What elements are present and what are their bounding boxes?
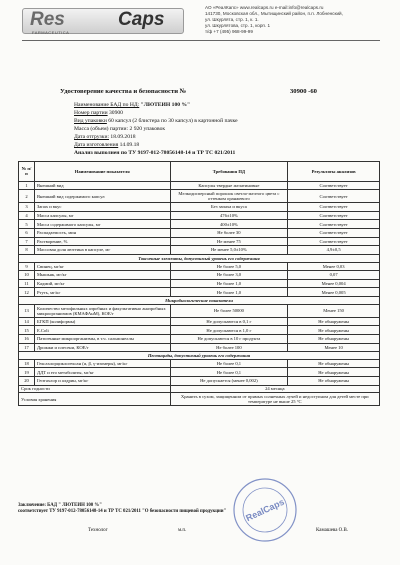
table-row (19, 237, 380, 246)
requirement: Не допускаются в 1,0 г (170, 326, 288, 335)
conclusion: Заключение: БАД " ЛЮТЕИН 100 %" соответствует ТУ 9197-012-78056148-14 и ТР ТС 021/2011 "О безопасности пищевой продукции" (18, 503, 227, 514)
table-row (19, 393, 380, 406)
section-row (19, 296, 380, 304)
result: Менее 0,005 (288, 288, 380, 297)
result: Не обнаружены (288, 334, 380, 343)
indicator-name: Гексахлорциклогексан (α, β, γ-изомеры), мг/кг (34, 359, 170, 368)
row-number: 17 (19, 343, 35, 352)
result: Соответствует (288, 181, 380, 190)
signer-role: Технолог (88, 528, 108, 533)
info-row: Наименование БАД по НД: "ЛЮТЕИН 100 %" (74, 102, 191, 108)
table-row (19, 211, 380, 220)
result: Менее 0,03 (288, 262, 380, 271)
table-row (19, 203, 380, 212)
indicator-name: Гептахлор и алдрин, мг/кг (34, 377, 170, 386)
result: Соответствует (288, 203, 380, 212)
indicator-name: Растворение, % (34, 237, 170, 246)
table-row (19, 359, 380, 368)
requirement: Не допускается (менее 0,002) (170, 377, 288, 386)
row-number: 19 (19, 368, 35, 377)
company-contacts (205, 5, 395, 35)
table-row (19, 181, 380, 190)
result: Не обнаружены (288, 377, 380, 386)
document-title: Удостоверение качества и безопасности № 30900 -60 (60, 88, 317, 95)
requirement: Не более 50000 (170, 304, 288, 317)
row-number: 7 (19, 237, 35, 246)
requirement: Без запаха и вкуса (170, 203, 288, 212)
requirement: 476±10% (170, 211, 288, 220)
header-divider (22, 40, 380, 41)
result: Соответствует (288, 190, 380, 203)
table-row (19, 377, 380, 386)
result: Соответствует (288, 237, 380, 246)
result: Соответствует (288, 228, 380, 237)
result: Не обнаружены (288, 317, 380, 326)
row-number: 1 (19, 181, 35, 190)
col-header: № п/п (19, 162, 35, 182)
result: Не обнаружены (288, 368, 380, 377)
section-title: Пестициды, допустимый уровень его содержания (19, 352, 380, 360)
requirement: Не более 1,0 (170, 288, 288, 297)
table-row (19, 246, 380, 255)
quality-table (18, 161, 380, 406)
info-row: Масса (объем) партии: 2 920 упаковок (74, 126, 166, 132)
table-row (19, 334, 380, 343)
stamp-mark: м.п. (178, 528, 187, 533)
row-number: 18 (19, 359, 35, 368)
indicator-name: Мышьяк, мг/кг (34, 271, 170, 280)
indicator-name: Количество мезофильных аэробных и факультативно анаэробных микроорганизмов (КМАФАнМ), КОЕ/г (34, 304, 170, 317)
result: 4,9±0,5 (288, 246, 380, 255)
result: Менее 0,004 (288, 279, 380, 288)
section-title: Токсичные элементы, допустимый уровень его содержания (19, 254, 380, 262)
table-row (19, 317, 380, 326)
table-row (19, 220, 380, 229)
section-row (19, 352, 380, 360)
address-line: ул. Шкурлятова, стр. 1, корп. 1 (205, 23, 270, 28)
table-row (19, 262, 380, 271)
row-number: 16 (19, 334, 35, 343)
requirement: Хранить в сухом, защищенном от прямых солнечных лучей и недоступном для детей месте при температуре не выше 25 °С (170, 393, 379, 406)
indicator-name: Кадмий, мг/кг (34, 279, 170, 288)
row-number: 8 (19, 246, 35, 255)
address-line: 141730, Московская обл., Мытищинский район, п.п. Лобненский, (205, 11, 343, 16)
table-row (19, 271, 380, 280)
product-info (74, 101, 238, 157)
signer-name: Камашева О.В. (316, 528, 349, 533)
info-row: Анализ выполнен по ТУ 9197-012-78056148-14 и ТР ТС 021/2011 (74, 150, 236, 156)
indicator-name: ДДТ и его метаболиты, мг/кг (34, 368, 170, 377)
result: Менее 150 (288, 304, 380, 317)
table-row (19, 343, 380, 352)
row-number: 10 (19, 271, 35, 280)
info-row: Дата изготовления 14.09.18 (74, 142, 140, 148)
indicator-name: Масса капсулы, мг (34, 211, 170, 220)
result: Соответствует (288, 211, 380, 220)
result: Не обнаружены (288, 359, 380, 368)
row-number: 9 (19, 262, 35, 271)
requirement: Не менее 5,0±10% (170, 246, 288, 255)
address-line: ул. Шкурлята, стр. 1, к. 1. (205, 17, 259, 22)
company-name: АО «РеалКапс» www.realcaps.ru e-mail:info@realcaps.ru (205, 5, 324, 10)
row-number: 11 (19, 279, 35, 288)
row-number: 20 (19, 377, 35, 386)
requirement: Не менее 75 (170, 237, 288, 246)
section-row (19, 254, 380, 262)
table-row (19, 326, 380, 335)
indicator-name: Условия хранения (19, 393, 171, 406)
col-header: Результаты анализов (288, 162, 380, 182)
indicator-name: Массовая доля лютеина в капсуле, мг (34, 246, 170, 255)
section-title: Микробиологические показатели (19, 296, 380, 304)
requirement: 400±10% (170, 220, 288, 229)
company-logo: Res Caps FARMACEUTICA (22, 8, 182, 34)
table-row (19, 385, 380, 393)
requirement: Не более 0,1 (170, 359, 288, 368)
row-number: 13 (19, 304, 35, 317)
indicator-name: Срок годности (19, 385, 171, 393)
result: Не обнаружены (288, 326, 380, 335)
table-row (19, 279, 380, 288)
requirement: Не более 100 (170, 343, 288, 352)
seal-text: RealCaps (244, 496, 286, 524)
requirement: Не допускаются в 0,1 г (170, 317, 288, 326)
indicator-name: Распадаемость, мин (34, 228, 170, 237)
row-number: 15 (19, 326, 35, 335)
indicator-name: Ртуть, мг/кг (34, 288, 170, 297)
result: Соответствует (288, 220, 380, 229)
requirement: Не более 30 (170, 228, 288, 237)
requirement: Капсулы твердые желатиновые (170, 181, 288, 190)
table-header-row (19, 162, 380, 182)
phone-line: т/ф +7 (495) 968-99-99 (205, 29, 253, 34)
indicator-name: Внешний вид (34, 181, 170, 190)
info-row: Номер партии 30900 (74, 110, 123, 116)
requirement: Не более 5,0 (170, 262, 288, 271)
table-row (19, 228, 380, 237)
indicator-name: Запах и вкус (34, 203, 170, 212)
table-row (19, 288, 380, 297)
indicator-name: БГКП (колиформы) (34, 317, 170, 326)
table-row (19, 304, 380, 317)
indicator-name: E.Coli (34, 326, 170, 335)
col-header: Требования ПД (170, 162, 288, 182)
table-row (19, 190, 380, 203)
indicator-name: Дрожжи и плесени, КОЕ/г (34, 343, 170, 352)
indicator-name: Патогенные микроорганизмы, в т.ч. сальмонеллы (34, 334, 170, 343)
requirement: Не более 3,0 (170, 271, 288, 280)
row-number: 4 (19, 211, 35, 220)
info-row: Дата отгрузки: 18.09.2018 (74, 134, 136, 140)
requirement: Не более 1,0 (170, 279, 288, 288)
info-row: Вид упаковки 60 капсул (2 блистера по 30 капсул) в картонной пачке (74, 118, 238, 124)
row-number: 3 (19, 203, 35, 212)
certificate-number: 30900 -60 (290, 88, 317, 95)
row-number: 5 (19, 220, 35, 229)
indicator-name: Свинец, мг/кг (34, 262, 170, 271)
indicator-name: Масса содержимого капсулы, мг (34, 220, 170, 229)
indicator-name: Внешний вид содержимого капсул (34, 190, 170, 203)
row-number: 6 (19, 228, 35, 237)
row-number: 2 (19, 190, 35, 203)
table-row (19, 368, 380, 377)
requirement: Мелкодисперсный порошок светло-желтого цвета с оттенком оранжевого (170, 190, 288, 203)
requirement: Не более 0,1 (170, 368, 288, 377)
row-number: 12 (19, 288, 35, 297)
result: Менее 10 (288, 343, 380, 352)
result: 0,07 (288, 271, 380, 280)
row-number: 14 (19, 317, 35, 326)
requirement: Не допускаются в 10 г продукта (170, 334, 288, 343)
col-header: Наименование показателя (34, 162, 170, 182)
company-seal (232, 477, 298, 543)
requirement: 24 месяца (170, 385, 379, 393)
